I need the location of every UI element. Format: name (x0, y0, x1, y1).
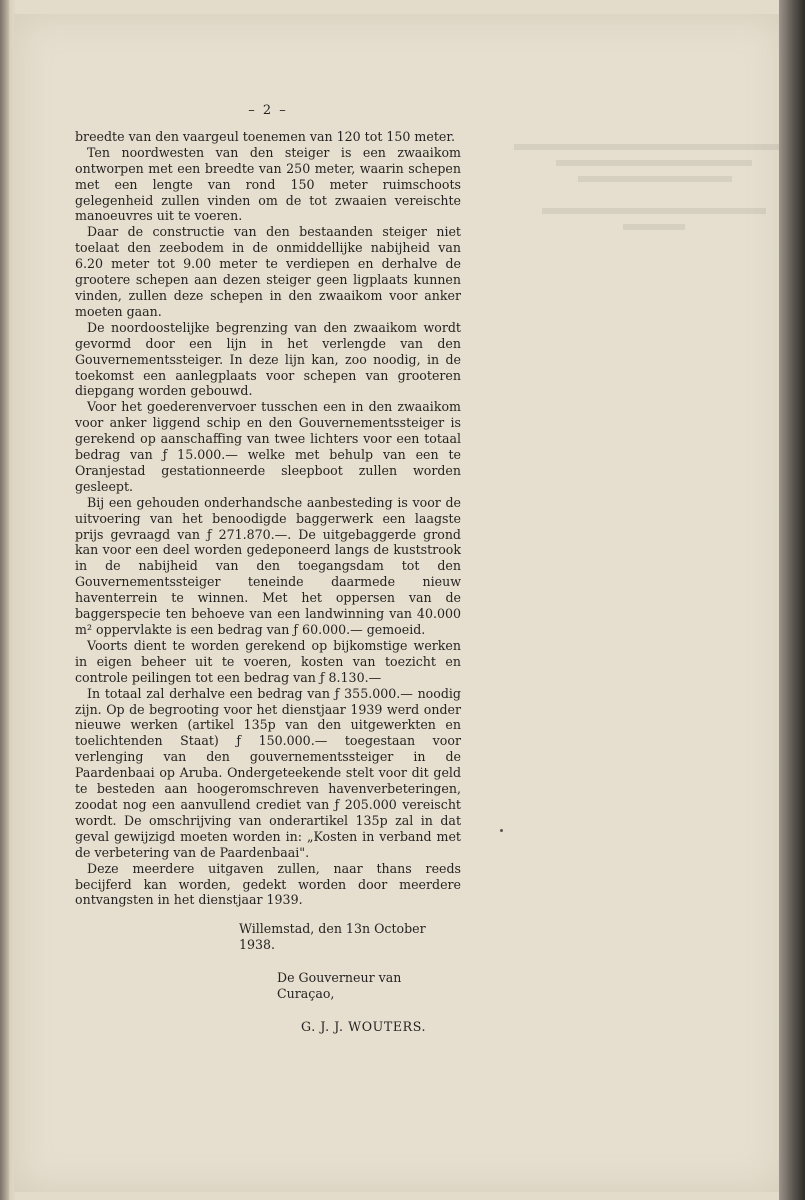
signatory-name: G. J. J. WOUTERS. (301, 1018, 427, 1034)
paragraph-4: De noordoostelijke begrenzing van den zwaaikom wordt gevormd door een lijn in het verlengde van den Gouvernementssteiger. In deze lijn kan, zoo noodig, in de toekomst een aanlegplaats voor schepen van grooteren diepgang worden gebouwd. (75, 319, 461, 399)
paragraph-7: Voorts dient te worden gerekend op bijkomstige werken in eigen beheer uit te voeren, kosten van toezicht en controle peilingen tot een bedrag van ƒ 8.130.— (75, 637, 461, 685)
page-edge-shadow (779, 0, 805, 1200)
paragraph-3: Daar de constructie van den bestaanden steiger niet toelaat den zeebodem in de onmiddellijke nabijheid van 6.20 meter tot 9.00 meter te verdiepen en derhalve de grootere schepen aan dezen steiger geen ligplaats kunnen vinden, zullen deze schepen in den zwaaikom voor anker moeten gaan. (75, 224, 461, 319)
paragraph-1: breedte van den vaargeul toenemen van 120 tot 150 meter. (75, 128, 455, 144)
paragraph-6: Bij een gehouden onderhandsche aanbesteding is voor de uitvoering van het benoodigde baggerwerk een laagste prijs gevraagd van ƒ 271.870.—. De uitgebaggerde grond kan voor een deel worden gedeponeerd langs de kuststrook in de nabijheid van den toegangsdam tot den Gouvernementssteiger teneinde daarmede nieuw haventerrein te winnen. Met het oppersen van de baggerspecie ten behoeve van een landwinning van 40.000 m² oppervlakte is een bedrag van ƒ 60.000.— gemoeid. (75, 494, 461, 637)
signatory-role: De Gouverneur van Curaçao, (277, 970, 402, 1002)
ink-speck (500, 829, 503, 832)
place-date: Willemstad, den 13n October 1938. (239, 921, 426, 953)
page-number: – 2 – (248, 103, 288, 118)
paragraph-9: Deze meerdere uitgaven zullen, naar thans reeds becijferd kan worden, gedekt worden door meerdere ontvangsten in het dienstjaar 1939. (75, 860, 461, 908)
document-body (75, 103, 461, 1052)
paragraph-2: Ten noordwesten van den steiger is een zwaaikom ontworpen met een breedte van 250 meter, waarin schepen met een lengte van rond 150 meter ruimschoots gelegenheid zullen vinden om de tot zwaaien vereischte manoeuvres uit te voeren. (75, 144, 461, 224)
closing-block (75, 921, 461, 1035)
bleed-through-shadow (514, 99, 794, 1199)
paragraph-8: In totaal zal derhalve een bedrag van ƒ 355.000.— noodig zijn. Op de begrooting voor het dienstjaar 1939 werd onder nieuwe werken (artikel 135p van den uitgewerkten en toelichtenden Staat) ƒ 150.000.— toegestaan voor verlenging van den gouvernementssteiger in de Paardenbaai op Aruba. Ondergeteekende stelt voor dit geld te besteden aan hoogeromschreven havenverbeteringen, zoodat nog een aanvullend crediet van ƒ 205.000 vereischt wordt. De omschrijving van onderartikel 135p zal in dat geval gewijzigd moeten worden in: „Kosten in verband met de verbetering van de Paardenbaai". (75, 685, 461, 860)
left-binding-edge (0, 0, 9, 1200)
paragraph-5: Voor het goederenvervoer tusschen een in den zwaaikom voor anker liggend schip en den Gouvernementssteiger is gerekend op aanschaffing van twee lichters voor een totaal bedrag van ƒ 15.000.— welke met behulp van een te Oranjestad gestationneerde sleepboot zullen worden gesleept. (75, 399, 461, 494)
